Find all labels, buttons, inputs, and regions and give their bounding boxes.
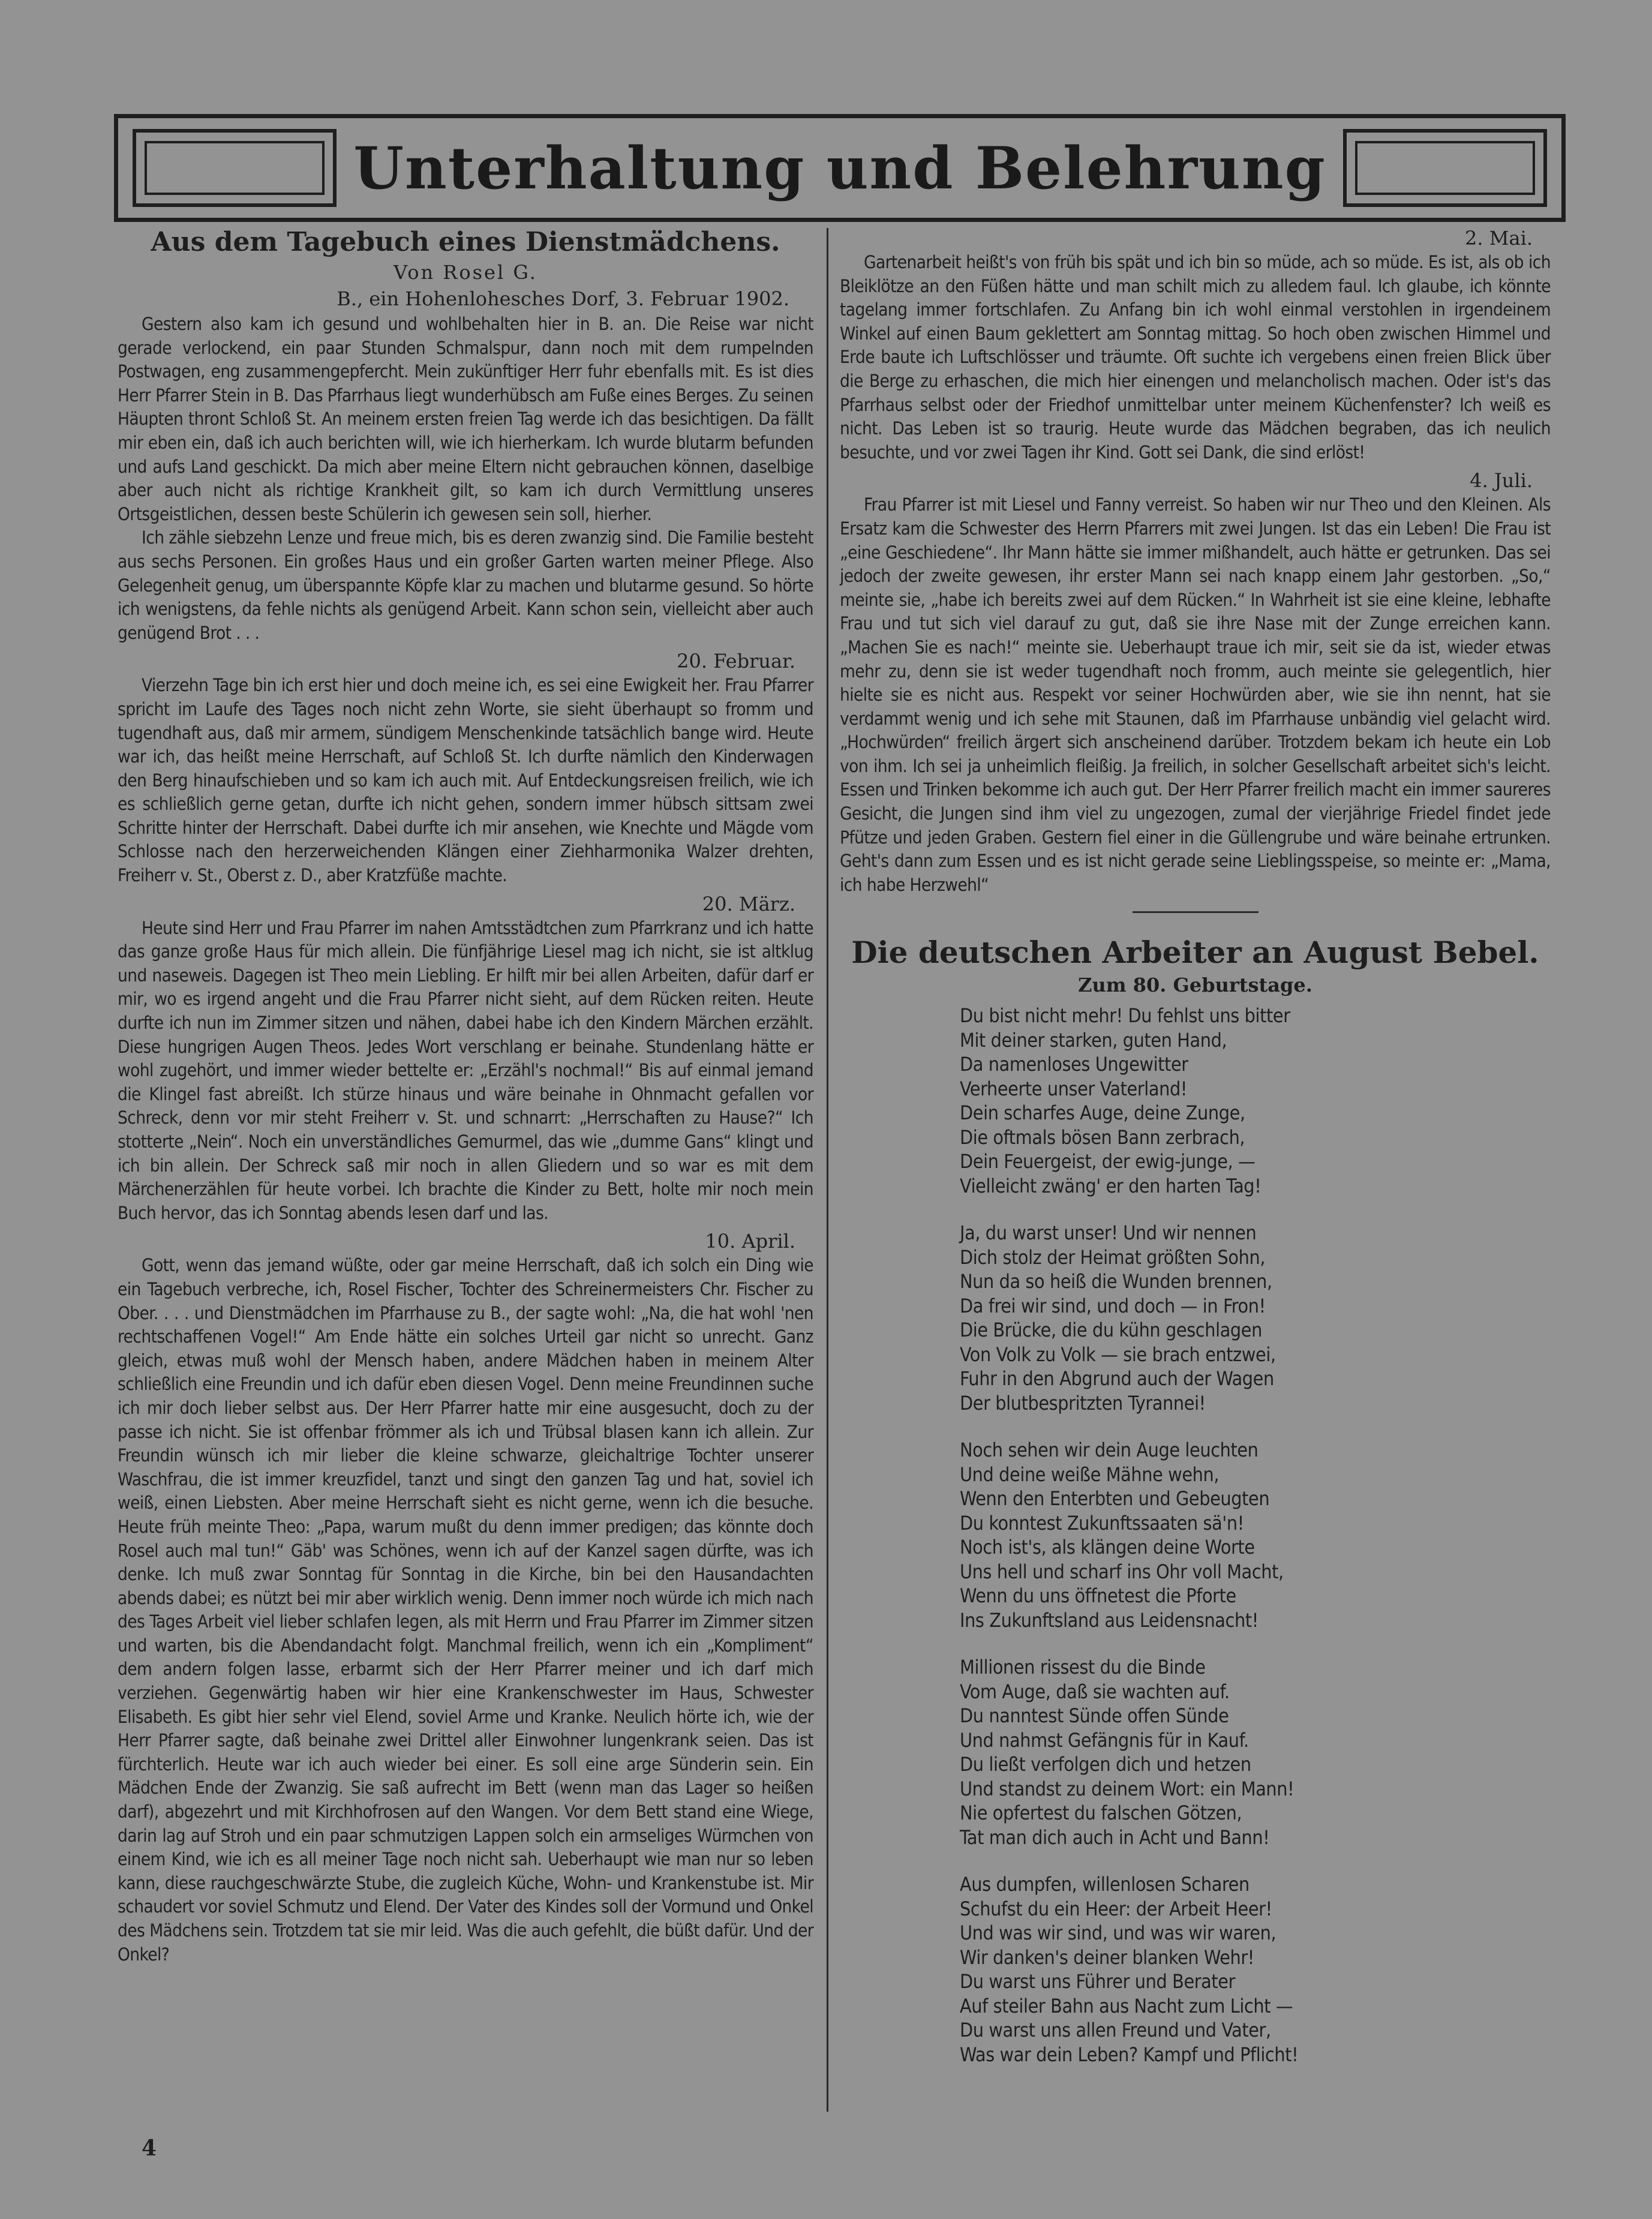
poem-line: Du konntest Zukunftssaaten sä'n! bbox=[960, 1511, 1244, 1535]
poem-line: Du nanntest Sünde offen Sünde bbox=[960, 1704, 1229, 1728]
poem-line: Millionen rissest du die Binde bbox=[960, 1656, 1206, 1679]
poem-line: Aus dumpfen, willenlosen Scharen bbox=[960, 1873, 1249, 1896]
section-header bbox=[114, 114, 1566, 222]
diary-paragraph: Ich zähle siebzehn Lenze und freue mich, bis es deren zwanzig sind. Die Familie besteht aus sechs Personen. Ein großes Haus und ein großer Garten warten meiner Pflege. Also Gelegenheit genug, um überspannte Köpfe klar zu machen und blutarme gesund. So hörte ich wenigstens, da fehle nichts als genügend Arbeit. Kann schon sein, vielleicht aber auch genügend Brot . . . bbox=[118, 527, 813, 643]
article-byline: Von Rosel G. bbox=[394, 261, 537, 284]
poem-line: Noch sehen wir dein Auge leuchten bbox=[960, 1439, 1258, 1462]
poem-line: Du warst uns allen Freund und Vater, bbox=[960, 2019, 1271, 2042]
poem-stanza bbox=[960, 1655, 1551, 1849]
header-ornament-right bbox=[1343, 129, 1547, 207]
poem-line: Du bist nicht mehr! Du fehlst uns bitter bbox=[960, 1004, 1290, 1028]
poem-line: Da namenloses Ungewitter bbox=[960, 1053, 1188, 1076]
article-place-date: B., ein Hohenlohesches Dorf, 3. Februar 1902. bbox=[337, 287, 789, 310]
diary-date: 2. Mai. bbox=[1465, 227, 1533, 250]
poem-line: Uns hell und scharf ins Ohr voll Macht, bbox=[960, 1560, 1284, 1583]
poem-stanza bbox=[960, 1438, 1551, 1632]
diary-paragraph: Gestern also kam ich gesund und wohlbehalten hier in B. an. Die Reise war nicht gerade verlockend, ein paar Stunden Schmalspur, dann noch mit dem rumpelnden Postwagen, eng zusammengepfercht. Mein zukünftiger Herr fuhr ebenfalls mit. Es ist dies Herr Pfarrer Stein in B. Das Pfarrhaus liegt wunderhübsch am Fuße eines Berges. Zu seinen Häupten thront Schloß St. An meinem ersten freien Tag werde ich das besichtigen. Da fällt mir eben ein, daß ich auch berichten will, wie ich hierherkam. Ich wurde blutarm befunden und aufs Land geschickt. Da mich aber meine Eltern nicht gebrauchen können, daselbige aber auch nicht als richtige Krankheit gilt, so kam ich durch Vermittlung unseres Ortsgeistlichen, dessen beste Schülerin ich gewesen sein soll, hierher. bbox=[118, 314, 813, 524]
poem-line: Da frei wir sind, und doch — in Fron! bbox=[960, 1294, 1266, 1317]
poem-line: Vom Auge, daß sie wachten auf. bbox=[960, 1680, 1230, 1703]
poem-line: Von Volk zu Volk — sie brach entzwei, bbox=[960, 1343, 1276, 1366]
diary-paragraph: Vierzehn Tage bin ich erst hier und doch meine ich, es sei eine Ewigkeit her. Frau Pfarrer spricht im Laufe des Tages noch nicht zehn Worte, sie sieht überhaupt so fromm und tugendhaft aus, daß mir armem, sündigem Menschenkinde tatsächlich bange wird. Heute war ich, das heißt meine Herrschaft, auf Schloß St. Ich durfte nämlich den Kinderwagen den Berg hinaufschieben und so kam ich auch mit. Auf Entdeckungsreisen freilich, wie ich es schließlich gerne getan, durfte ich nicht gehen, sondern immer hübsch sittsam zwei Schritte hinter der Herrschaft. Dabei durfte ich mir ansehen, wie Knechte und Mägde vom Schlosse nach den herzerweichenden Klängen einer Ziehharmonika Walzer drehten, Freiherr v. St., Oberst z. D., aber Kratzfüße machte. bbox=[118, 675, 813, 886]
header-ornament-left bbox=[133, 129, 337, 207]
poem-line: Und deine weiße Mähne wehn, bbox=[960, 1463, 1220, 1486]
poem-line: Ja, du warst unser! Und wir nennen bbox=[960, 1221, 1257, 1245]
poem-stanza bbox=[960, 1221, 1551, 1415]
poem-stanza bbox=[960, 1872, 1551, 2067]
diary-date: 20. Februar. bbox=[677, 650, 795, 673]
poem-line: Schufst du ein Heer: der Arbeit Heer! bbox=[960, 1897, 1272, 1920]
poem-line: Dein Feuergeist, der ewig-junge, — bbox=[960, 1150, 1255, 1173]
poem-line: Fuhr in den Abgrund auch der Wagen bbox=[960, 1367, 1274, 1391]
poem-line: Und nahmst Gefängnis für in Kauf. bbox=[960, 1728, 1249, 1752]
poem-line: Wenn den Enterbten und Gebeugten bbox=[960, 1487, 1270, 1511]
diary-date: 20. März. bbox=[702, 892, 795, 915]
article-column-right bbox=[840, 227, 1551, 2089]
poem-line: Und standst zu deinem Wort: ein Mann! bbox=[960, 1777, 1294, 1800]
poem-line: Du ließt verfolgen dich und hetzen bbox=[960, 1753, 1251, 1776]
poem-line: Was war dein Leben? Kampf und Pflicht! bbox=[960, 2043, 1299, 2066]
diary-date: 10. April. bbox=[705, 1230, 795, 1253]
poem-line: Du warst uns Führer und Berater bbox=[960, 1970, 1236, 1993]
diary-paragraph: Heute sind Herr und Frau Pfarrer im nahen Amtsstädtchen zum Pfarrkranz und ich hatte das ganze große Haus für mich allein. Die fünfjährige Liesel mag ich nicht, sie ist altklug und naseweis. Dagegen ist Theo mein Liebling. Er hilft mir bei allen Arbeiten, dafür darf er mir, wo es irgend angeht und die Frau Pfarrer nicht sieht, auf dem Rücken reiten. Heute durfte ich nun im Zimmer sitzen und nähen, dabei habe ich den Kindern Märchen erzählt. Diese hungrigen Augen Theos. Jedes Wort verschlang er beinahe. Stundenlang hätte er wohl zugehört, und immer wieder bettelte er: „Erzähl's nochmal!“ Bis auf einmal jemand die Klingel fast abreißt. Ich stürze hinaus und wäre beinahe in Ohnmacht gefallen vor Schreck, denn vor mir steht Freiherr v. St. und schnarrt: „Herrschaften zu Hause?“ Ich stotterte „Nein“. Noch ein unverständliches Gemurmel, das wie „dumme Gans“ klingt und ich bin allein. Der Schreck saß mir noch in allen Gliedern und so war es mit dem Märchenerzählen für heute vorbei. Ich brachte die Kinder zu Bett, holte mir noch mein Buch hervor, das ich Sonntag abends lesen darf und las. bbox=[118, 917, 813, 1223]
poem-subtitle: Zum 80. Geburtstage. bbox=[1078, 974, 1312, 997]
poem-line: Noch ist's, als klängen deine Worte bbox=[960, 1536, 1255, 1559]
poem-line: Nie opfertest du falschen Götzen, bbox=[960, 1801, 1242, 1825]
poem-line: Die oftmals bösen Bann zerbrach, bbox=[960, 1125, 1245, 1149]
section-title: Unterhaltung und Belehrung bbox=[353, 134, 1326, 202]
poem-title: Die deutschen Arbeiter an August Bebel. bbox=[851, 935, 1539, 971]
poem-stanza bbox=[960, 1004, 1551, 1198]
page-number: 4 bbox=[142, 2136, 157, 2161]
poem-line: Wir danken's deiner blanken Wehr! bbox=[960, 1945, 1254, 1969]
poem-line: Tat man dich auch in Acht und Bann! bbox=[960, 1825, 1270, 1849]
poem-line: Mit deiner starken, guten Hand, bbox=[960, 1028, 1227, 1052]
diary-paragraph: Gott, wenn das jemand wüßte, oder gar meine Herrschaft, daß ich solch ein Ding wie ein Tagebuch verbreche, ich, Rosel Fischer, Tochter des Schreinermeisters Chr. Fischer zu Ober. . . . und Dienstmädchen im Pfarrhause zu B., der sagte wohl: „Na, die hat wohl 'nen rechtschaffenen Vogel!“ Am Ende hätte ein solches Urteil gar nicht so unrecht. Ganz gleich, etwas muß wohl der Mensch haben, andere Mädchen haben in meinem Alter schließlich eine Freundin und ich dafür eben diesen Vogel. Denn meine Freundinnen suche ich mir doch lieber selbst aus. Der Herr Pfarrer hatte mir eine ausgesucht, doch zu der passe ich nicht. Sie ist offenbar frömmer als ich und Trübsal blasen kann ich allein. Zur Freundin wünsch ich mir lieber die kleine schwarze, gleichaltrige Tochter unserer Waschfrau, die ist immer kreuzfidel, tanzt und singt den ganzen Tag und hat, soviel ich weiß, einen Liebsten. Aber meine Herrschaft sieht es nicht gerne, wenn ich die besuche. Heute früh meinte Theo: „Papa, warum mußt du denn immer predigen; das könnte doch Rosel auch mal tun!“ Gäb' was Schönes, wenn ich auf der Kanzel sagen dürfte, was ich denke. Ich muß zwar Sonntag für Sonntag in die Kirche, bin bei den Hausandachten abends dabei; es nützt bei mir aber wirklich wenig. Denn immer noch würde ich mich nach des Tages Arbeit viel lieber schlafen legen, als mit Herrn und Frau Pfarrer im Zimmer sitzen und warten, bis die Abendandacht folgt. Manchmal freilich, wenn ich ein „Kompliment“ dem andern folgen lasse, erbarmt sich der Herr Pfarrer meiner und ich darf mich verziehen. Gegenwärtig haben wir hier eine Krankenschwester im Haus, Schwester Elisabeth. Es gibt hier sehr viel Elend, soviel Arme und Kranke. Neulich hörte ich, wie der Herr Pfarrer sagte, daß beinahe zwei Drittel aller Einwohner lungenkrank seien. Das ist fürchterlich. Heute war ich auch wieder bei einer. Es soll eine arge Sünderin sein. Ein Mädchen Ende der Zwanzig. Sie saß aufrecht im Bett (wenn man das Lager so heißen darf), abgezehrt und mit Kirchhofrosen auf den Wangen. Vor dem Bett stand eine Wiege, darin lag auf Stroh und ein paar schmutzigen Lappen solch ein armseliges Würmchen von einem Kind, wie ich es all meiner Tage noch nicht sah. Ueberhaupt wie man nur so leben kann, diese rauchgeschwärzte Stube, die zugleich Küche, Wohn- und Krankenstube ist. Mir schaudert vor soviel Schmutz und Elend. Der Vater des Kindes soll der Vormund und Onkel des Mädchens sein. Trotzdem tat sie mir leid. Was die auch gefehlt, die büßt dafür. Und der Onkel? bbox=[118, 1255, 813, 1965]
poem-line: Ins Zukunftsland aus Leidensnacht! bbox=[960, 1608, 1258, 1632]
article-title: Aus dem Tagebuch eines Dienstmädchens. bbox=[151, 227, 780, 257]
poem-line: Auf steiler Bahn aus Nacht zum Licht — bbox=[960, 1994, 1293, 2017]
article-column-left bbox=[118, 227, 813, 1966]
diary-date: 4. Juli. bbox=[1470, 469, 1533, 493]
poem-line: Wenn du uns öffnetest die Pforte bbox=[960, 1584, 1236, 1608]
poem-line: Vielleicht zwäng' er den harten Tag! bbox=[960, 1174, 1261, 1197]
poem-line: Verheerte unser Vaterland! bbox=[960, 1077, 1188, 1100]
diary-paragraph: Gartenarbeit heißt's von früh bis spät und ich bin so müde, ach so müde. Es ist, als ob ich Bleiklötze an den Füßen hätte und man schilt mich zu alledem faul. Ich glaube, ich könnte tagelang immer fortschlafen. Zu Anfang bin ich wohl einmal verstohlen in irgendeinem Winkel auf einen Baum geklettert am Sonntag mittag. So hoch oben zwischen Himmel und Erde baute ich Luftschlösser und träumte. Oft suchte ich vergebens einen freien Blick über die Berge zu erhaschen, die mich hier einengen und melancholisch machen. Oder ist's das Pfarrhaus selbst oder der Friedhof unmittelbar unter meinem Küchenfenster? Ich weiß es nicht. Das Leben ist so traurig. Heute wurde das Mädchen begraben, das ich neulich besuchte, und vor zwei Tagen ihr Kind. Gott sei Dank, die sind erlöst! bbox=[840, 252, 1551, 463]
poem-line: Dich stolz der Heimat größten Sohn, bbox=[960, 1245, 1266, 1269]
article-separator bbox=[1133, 911, 1258, 913]
poem-line: Der blutbespritzten Tyrannei! bbox=[960, 1391, 1206, 1415]
poem-line: Dein scharfes Auge, deine Zunge, bbox=[960, 1101, 1245, 1125]
poem-line: Nun da so heiß die Wunden brennen, bbox=[960, 1270, 1272, 1293]
poem-line: Die Brücke, die du kühn geschlagen bbox=[960, 1319, 1262, 1342]
poem-line: Und was wir sind, und was wir waren, bbox=[960, 1921, 1276, 1945]
column-divider bbox=[827, 228, 828, 2112]
diary-paragraph: Frau Pfarrer ist mit Liesel und Fanny verreist. So haben wir nur Theo und den Kleinen. Als Ersatz kam die Schwester des Herrn Pfarrers mit zwei Jungen. Ist das ein Leben! Die Frau ist „eine Geschiedene“. Ihr Mann hätte sie immer mißhandelt, auch hätte er getrunken. Das sei jedoch der zweite gewesen, ihr erster Mann sei nach knapp einem Jahr gestorben. „So,“ meinte sie, „habe ich bereits zwei auf dem Rücken.“ In Wahrheit ist sie eine kleine, lebhafte Frau und tut sich viel darauf zu gut, daß sie ihre Nase mit der Zunge erreichen kann. „Machen Sie es nach!“ meinte sie. Ueberhaupt traue ich mir, seit sie da ist, wieder etwas mehr zu, denn sie ist weder tugendhaft noch fromm, auch meinte sie gelegentlich, hier hielte sie es nicht aus. Respekt vor seiner Hochwürden aber, wie sie ihn nennt, hat sie verdammt wenig und ich sehe mit Staunen, daß im Pfarrhause unbändig viel gelacht wird. „Hochwürden“ freilich ärgert sich anscheinend darüber. Trotzdem bekam ich heute ein Lob von ihm. Ich sei ja unheimlich fleißig. Ja freilich, in solcher Gesellschaft arbeitet sich's leicht. Essen und Trinken bekomme ich auch gut. Der Herr Pfarrer freilich macht ein immer saureres Gesicht, die Jungen sind ihm viel zu ungezogen, zumal der vierjährige Friedel findet jede Pfütze und jeden Graben. Gestern fiel einer in die Güllengrube und wäre beinahe ertrunken. Geht's dann zum Essen und es ist nicht gerade seine Lieblingsspeise, so meinte er: „Mama, ich habe Herzwehl“ bbox=[840, 494, 1551, 895]
